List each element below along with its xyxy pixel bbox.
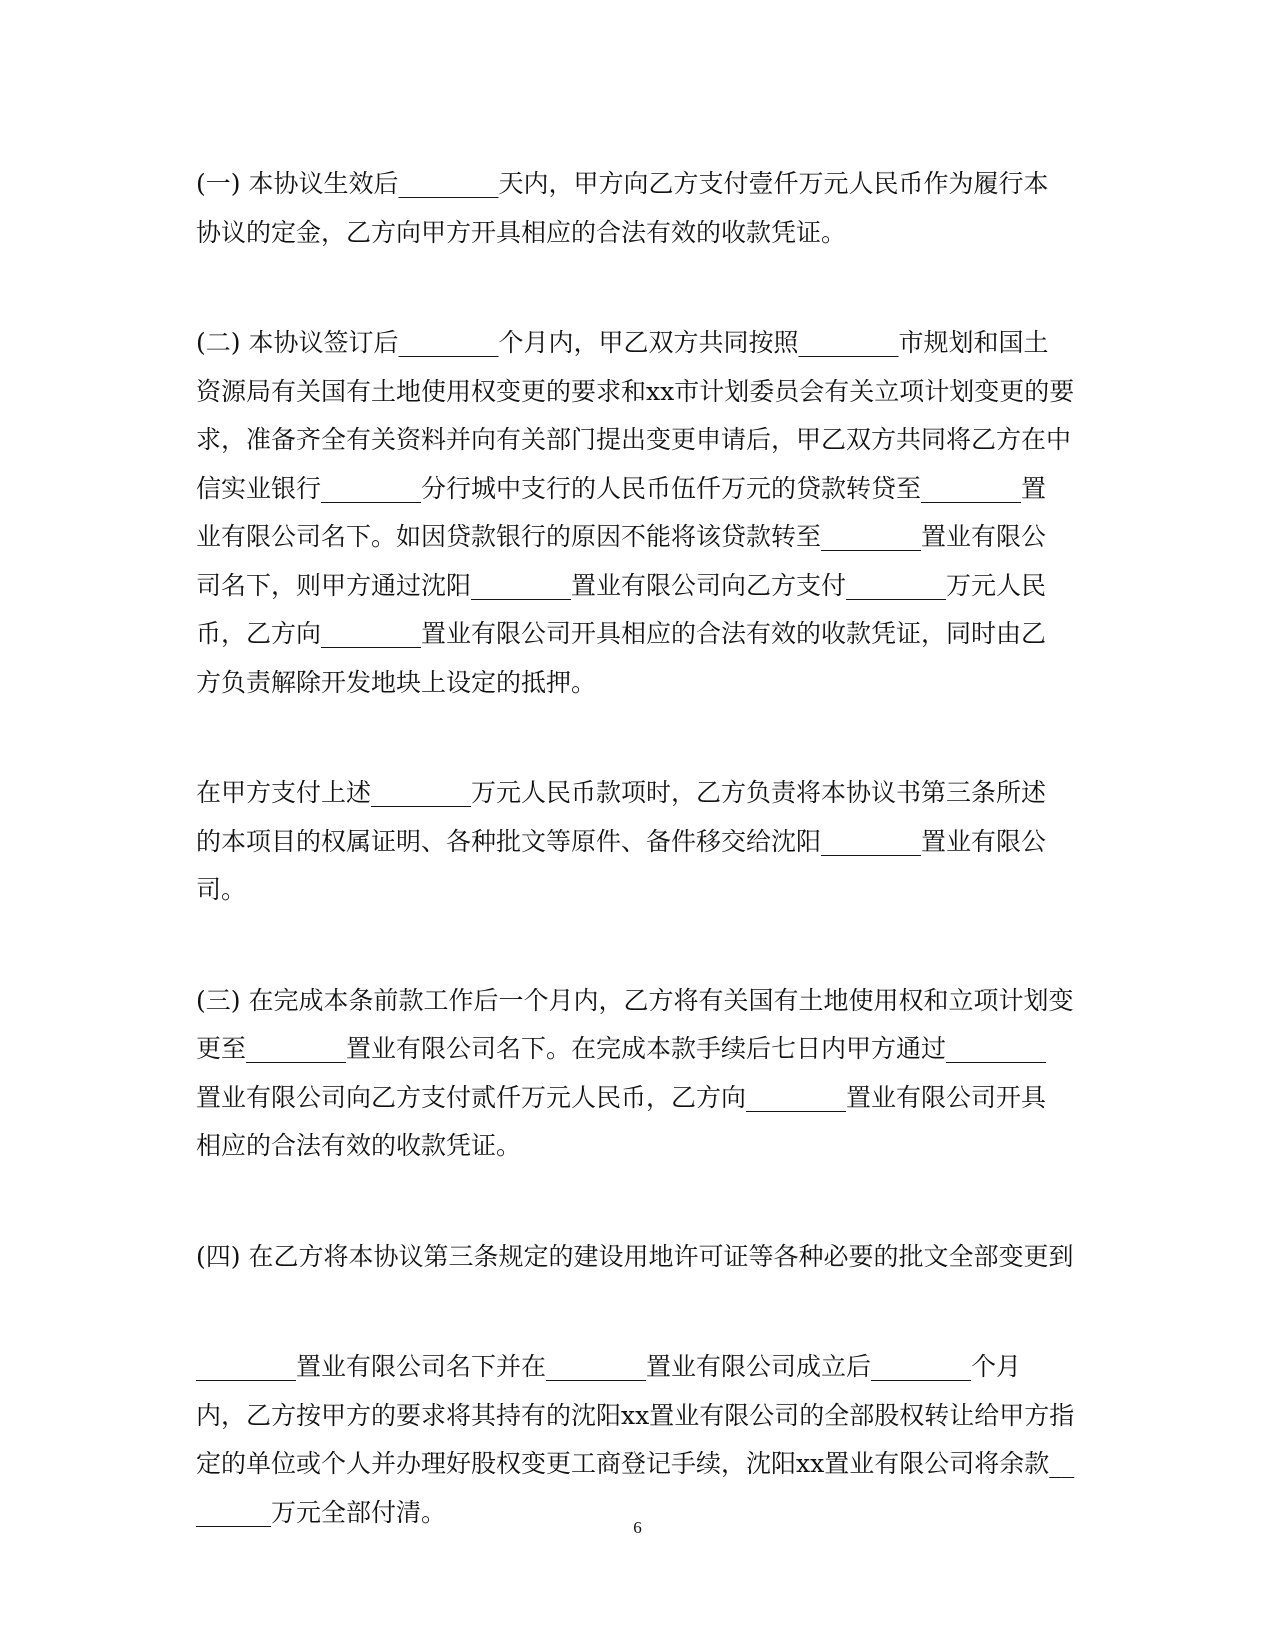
text-line: 业有限公司名下。如因贷款银行的原因不能将该贷款转至________置业有限公 [196, 522, 1047, 551]
clause-4-body-paragraph [196, 1343, 1080, 1537]
text-line: 的本项目的权属证明、各种批文等原件、备件移交给沈阳________置业有限公 [196, 826, 1047, 856]
text-line: 币，乙方向________置业有限公司开具相应的合法有效的收款凭证，同时由乙 [196, 619, 1047, 648]
text-line: 方负责解除开发地块上设定的抵押。 [196, 667, 597, 697]
text-line: (四) 在乙方将本协议第三条规定的建设用地许可证等各种必要的批文全部变更到 [196, 1241, 1074, 1271]
text-line: (三) 在完成本条前款工作后一个月内，乙方将有关国有土地使用权和立项计划变 [196, 985, 1074, 1015]
text-line: 定的单位或个人并办理好股权变更工商登记手续，沈阳xx置业有限公司将余款__ [196, 1449, 1075, 1478]
text-line: 协议的定金，乙方向甲方开具相应的合法有效的收款凭证。 [196, 217, 847, 247]
text-line: 相应的合法有效的收款凭证。 [196, 1131, 522, 1160]
text-line: (一) 本协议生效后________天内，甲方向乙方支付壹仟万元人民币作为履行本 [196, 169, 1049, 198]
clause-2-paragraph [196, 319, 1080, 707]
document-body [196, 160, 1080, 1537]
text-line: 在甲方支付上述________万元人民币款项时，乙方负责将本协议书第三条所述 [196, 778, 1047, 807]
text-line: 司。 [196, 875, 247, 904]
text-line: 更至________置业有限公司名下。在完成本款手续后七日内甲方通过________ [196, 1034, 1047, 1063]
text-line: 内，乙方按甲方的要求将其持有的沈阳xx置业有限公司的全部股权转让给甲方指 [196, 1400, 1075, 1430]
text-line: 资源局有关国有土地使用权变更的要求和xx市计划委员会有关立项计划变更的要 [196, 376, 1075, 406]
clause-4-heading-paragraph [196, 1233, 1080, 1282]
text-line: ________置业有限公司名下并在________置业有限公司成立后________个月 [196, 1352, 1022, 1381]
text-line: 置业有限公司向乙方支付贰仟万元人民币，乙方向________置业有限公司开具 [196, 1082, 1047, 1112]
page-number: 6 [633, 1518, 642, 1537]
clause-3-paragraph [196, 977, 1080, 1171]
clause-1-paragraph [196, 160, 1080, 257]
text-line: 信实业银行________分行城中支行的人民币伍仟万元的贷款转贷至________置 [196, 473, 1047, 503]
text-line: (二) 本协议签订后________个月内，甲乙双方共同按照________市规划和国土 [196, 328, 1049, 357]
text-line: 司名下，则甲方通过沈阳________置业有限公司向乙方支付________万元人民 [196, 570, 1047, 600]
text-line: ______万元全部付清。 [196, 1497, 447, 1527]
payment-handover-paragraph [196, 769, 1080, 915]
text-line: 求，准备齐全有关资料并向有关部门提出变更申请后，甲乙双方共同将乙方在中 [196, 425, 1072, 454]
